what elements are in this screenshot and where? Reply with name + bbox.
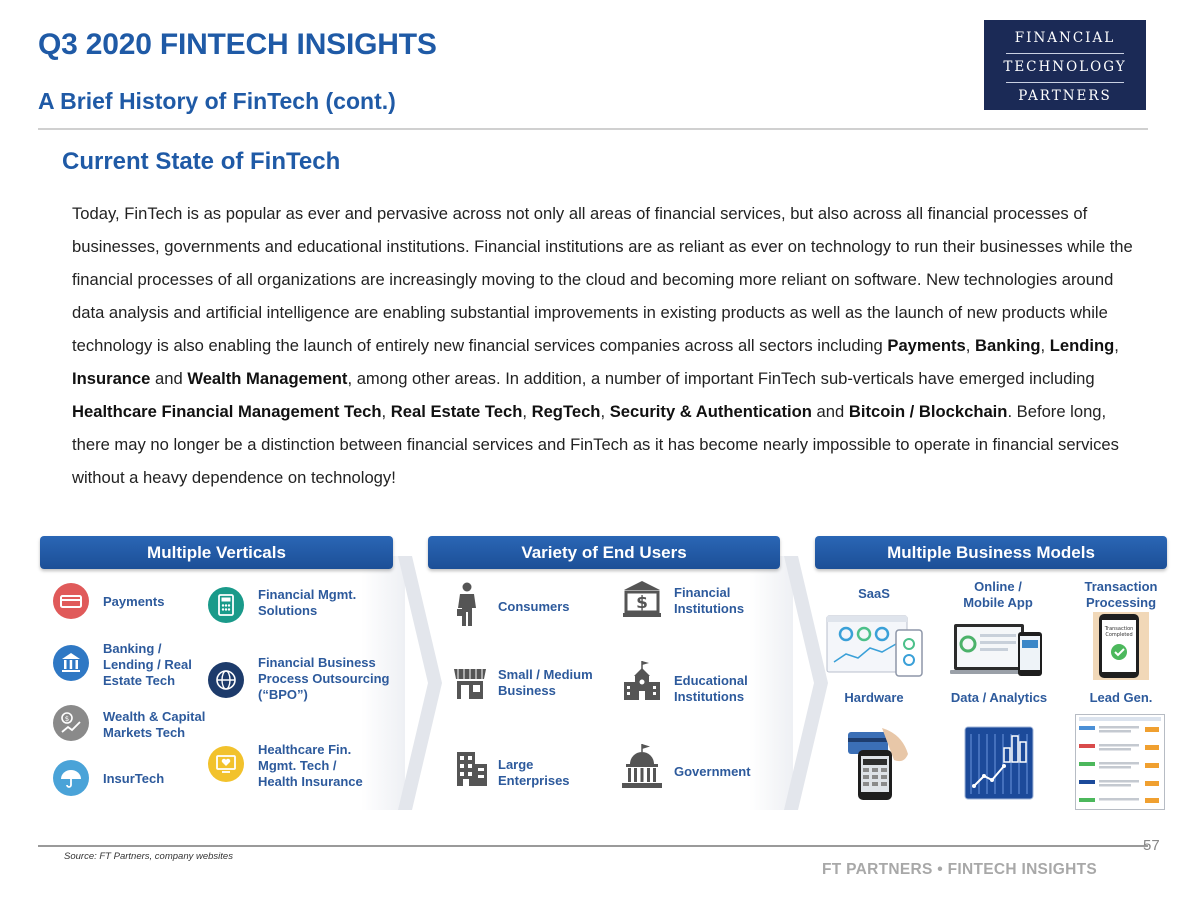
bold-term: Real Estate Tech bbox=[390, 402, 523, 421]
logo-line-1: FINANCIAL bbox=[1014, 30, 1116, 46]
bank-building-icon bbox=[622, 580, 662, 618]
model-label-hardware: Hardware bbox=[844, 690, 904, 705]
footer-brand: FT PARTNERS • FINTECH INSIGHTS bbox=[822, 861, 1098, 878]
business-models-banner: Multiple Business Models bbox=[815, 536, 1167, 569]
logo-line-2: TECHNOLOGY bbox=[1003, 59, 1127, 75]
umbrella-icon bbox=[53, 760, 89, 796]
globe-icon bbox=[208, 662, 244, 698]
paragraph-text: , bbox=[381, 402, 391, 421]
bold-term: Healthcare Financial Management Tech bbox=[72, 402, 382, 421]
paragraph-text: , among other areas. In addition, a number of important FinTech sub-verticals have emerged including bbox=[347, 369, 1095, 388]
user-label-large-enterprises: Large Enterprises bbox=[498, 757, 570, 788]
vertical-label-healthcare: Healthcare Fin. Mgmt. Tech / Health Insurance bbox=[258, 742, 363, 789]
person-icon bbox=[453, 582, 481, 628]
paragraph-text: , bbox=[965, 336, 976, 355]
bold-term: Bitcoin / Blockchain bbox=[848, 402, 1008, 421]
svg-text:Transaction: Transaction bbox=[1104, 626, 1134, 632]
model-label-saas: SaaS bbox=[858, 586, 890, 601]
model-label-online-mobile: Online / Mobile App bbox=[963, 579, 1033, 610]
header-divider bbox=[38, 128, 1148, 130]
logo-rule bbox=[1006, 53, 1124, 54]
model-label-transaction: Transaction Processing bbox=[1084, 579, 1158, 610]
body-paragraph bbox=[72, 197, 1147, 494]
bold-term: Payments bbox=[887, 336, 966, 355]
user-label-educational: Educational Institutions bbox=[674, 673, 748, 704]
user-label-government: Government bbox=[674, 764, 751, 779]
paragraph-text: , bbox=[522, 402, 532, 421]
school-icon bbox=[622, 660, 662, 702]
mobile-app-screens-image bbox=[950, 620, 1046, 680]
user-label-smb: Small / Medium Business bbox=[498, 667, 593, 698]
bold-term: Security & Authentication bbox=[609, 402, 812, 421]
lead-gen-listing-image bbox=[1075, 714, 1165, 810]
bold-term: Lending bbox=[1049, 336, 1115, 355]
model-label-lead-gen: Lead Gen. bbox=[1089, 690, 1153, 705]
bold-term: Wealth Management bbox=[187, 369, 348, 388]
model-label-data-analytics: Data / Analytics bbox=[950, 690, 1048, 705]
ftp-logo bbox=[984, 20, 1146, 110]
calculator-icon bbox=[208, 587, 244, 623]
card-reader-image bbox=[846, 728, 910, 802]
paragraph-text: and bbox=[811, 402, 849, 421]
paragraph-text: . Before long, there may no longer be a distinction between financial services and FinTech as it has become nearly impossible to operate in financial services without a heavy dependence on technology! bbox=[72, 402, 1119, 487]
paragraph-text: and bbox=[150, 369, 188, 388]
health-icon bbox=[208, 746, 244, 782]
vertical-label-financial-mgmt: Financial Mgmt. Solutions bbox=[258, 587, 357, 618]
vertical-label-insurtech: InsurTech bbox=[103, 771, 165, 786]
section-heading: Current State of FinTech bbox=[62, 148, 341, 175]
svg-text:$: $ bbox=[64, 715, 70, 723]
saas-screens-image bbox=[826, 614, 924, 678]
chevron-arrow-icon bbox=[398, 556, 442, 810]
user-label-financial-institutions: Financial Institutions bbox=[674, 585, 745, 616]
wealth-icon bbox=[53, 705, 89, 741]
vertical-label-bpo: Financial Business Process Outsourcing (“BPO”) bbox=[258, 655, 390, 702]
footer-divider bbox=[38, 845, 1148, 847]
vertical-label-wealth: Wealth & Capital Markets Tech bbox=[103, 709, 206, 740]
logo-line-3: PARTNERS bbox=[1018, 88, 1112, 104]
office-building-icon bbox=[455, 750, 489, 788]
vertical-label-banking: Banking / Lending / Real Estate Tech bbox=[103, 641, 192, 688]
verticals-banner: Multiple Verticals bbox=[40, 536, 393, 569]
svg-text:$: $ bbox=[636, 593, 648, 613]
user-label-consumers: Consumers bbox=[498, 599, 570, 614]
bold-term: Banking bbox=[975, 336, 1041, 355]
page-number: 57 bbox=[1143, 837, 1160, 854]
storefront-icon bbox=[452, 665, 488, 701]
page-subtitle: A Brief History of FinTech (cont.) bbox=[38, 88, 396, 114]
bold-term: Insurance bbox=[72, 369, 151, 388]
source-note: Source: FT Partners, company websites bbox=[64, 851, 233, 862]
vertical-label-payments: Payments bbox=[103, 594, 165, 609]
payments-icon bbox=[53, 583, 89, 619]
bold-term: RegTech bbox=[531, 402, 601, 421]
capitol-icon bbox=[620, 744, 664, 790]
paragraph-text: , bbox=[1040, 336, 1050, 355]
phone-transaction-image bbox=[1093, 612, 1149, 680]
paragraph-text: Today, FinTech is as popular as ever and pervasive across not only all areas of financial services, but also across all financial processes of businesses, governments and educational institutions. Financial institutions are as reliant as ever on technology to run their businesses while the financial processes of all organizations are increasingly moving to the cloud and becoming more reliant on software. New technologies around data analysis and artificial intelligence are enabling substantial improvements in existing products as well as the launch of new products while technology is also enabling the launch of entirely new financial services companies across all sectors including bbox=[72, 204, 1133, 355]
bank-icon bbox=[53, 645, 89, 681]
chevron-arrow-icon bbox=[784, 556, 828, 810]
page-title: Q3 2020 FINTECH INSIGHTS bbox=[38, 28, 437, 61]
paragraph-text: , bbox=[600, 402, 610, 421]
logo-rule bbox=[1006, 82, 1124, 83]
svg-text:Completed: Completed bbox=[1105, 632, 1133, 638]
paragraph-text: , bbox=[1114, 336, 1119, 355]
analytics-chart-image bbox=[964, 726, 1034, 800]
end-users-banner: Variety of End Users bbox=[428, 536, 780, 569]
